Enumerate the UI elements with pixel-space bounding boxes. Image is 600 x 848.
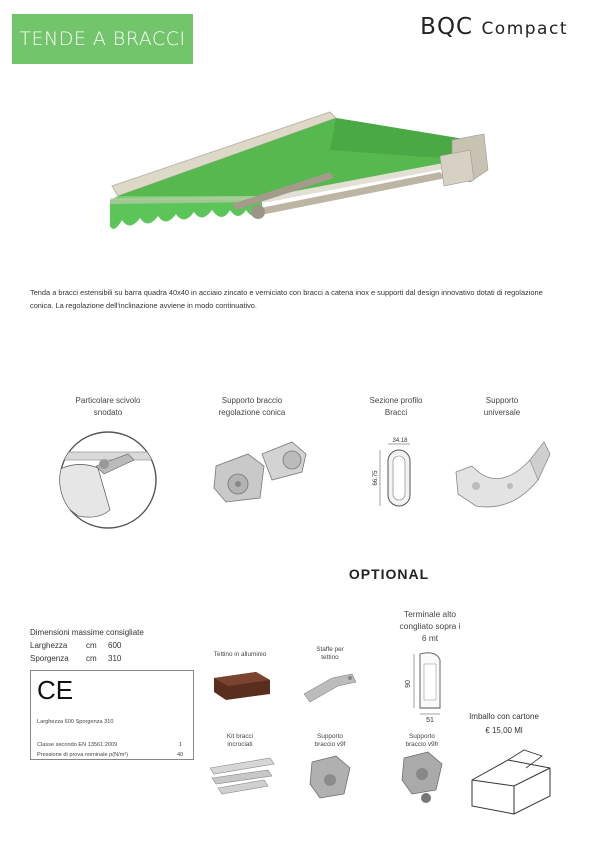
dimension-unit: cm [86, 654, 97, 663]
dimensions-title: Dimensioni massime consigliate [30, 628, 144, 637]
product-description: Tenda a bracci estensibili su barra quadra 40x40 in acciaio zincato e verniciato con bracci a catena inox e supporti dal design innovativo dotati di regolazione conica. La regolazione dell'inclinazione avviene in modo continuativo. [30, 288, 543, 310]
caption-line: snodato [93, 408, 123, 417]
optional-heading: OPTIONAL [348, 566, 430, 582]
caption-line: braccio v9fr [405, 741, 439, 748]
scivolo-detail-image [58, 430, 158, 530]
dim-width: 34.18 [392, 438, 408, 444]
imballo-caption [444, 710, 564, 738]
dimension-row [30, 639, 144, 652]
ce-class-value: 1 [179, 742, 183, 748]
kit-bracci-image [208, 754, 278, 798]
v9f-caption [290, 733, 370, 749]
ce-pressure-label: Pressione di prova nominale p(N/m²) [37, 752, 129, 758]
dimension-unit: cm [86, 641, 97, 650]
terminale-caption [380, 608, 480, 644]
ce-size-line: Larghezza 600 Sporgenza 310 [37, 719, 114, 725]
terminale-dim-h: 90 [405, 680, 412, 688]
cardboard-box-image [468, 746, 554, 816]
caption-line: Supporto [409, 733, 435, 740]
supporto-universale-image [452, 432, 552, 512]
v9fr-image [398, 750, 448, 806]
tettino-image [212, 670, 272, 700]
staffe-image [300, 670, 360, 706]
supporto-braccio-image [208, 436, 308, 506]
caption-line: tettino [321, 654, 339, 661]
terminale-dim-w: 51 [426, 717, 434, 724]
component-caption-scivolo [52, 395, 164, 419]
product-subname: Compact [481, 19, 568, 39]
caption-line: regolazione conica [218, 408, 286, 417]
category-banner [12, 14, 193, 64]
category-label: TENDE A BRACCI [19, 28, 186, 50]
imballo-price: € 15,00 Ml [485, 726, 523, 735]
dimension-label: Sporgenza [30, 654, 69, 663]
caption-line: braccio v9f [314, 741, 346, 748]
dimensions-block [30, 626, 144, 665]
caption-line: universale [483, 408, 521, 417]
dimension-value: 310 [108, 654, 122, 663]
caption-line: 6 mt [421, 633, 439, 643]
caption-line: congliato sopra i [399, 621, 461, 631]
caption-line: Bracci [384, 408, 408, 417]
caption-line: Supporto braccio [221, 396, 283, 405]
component-caption-supporto-universale [446, 395, 558, 419]
v9f-image [306, 754, 356, 800]
dimension-row [30, 652, 144, 665]
dimension-value: 600 [108, 641, 122, 650]
caption-line: Kit bracci [226, 733, 254, 740]
dimension-label: Larghezza [30, 641, 68, 650]
caption-line: Terminale alto [403, 609, 457, 619]
dim-height: 66.75 [373, 470, 379, 486]
terminale-profilo-image [400, 650, 460, 724]
product-title [420, 14, 568, 40]
caption-line: incrociati [227, 741, 253, 748]
caption-line: Sezione profilo [369, 396, 423, 405]
product-name: BQC [420, 14, 474, 40]
ce-pressure-value: 40 [177, 752, 184, 758]
profilo-sezione-image [360, 440, 440, 520]
component-caption-supporto-braccio [196, 395, 308, 419]
component-caption-sezione [340, 395, 452, 419]
ce-label-box [30, 670, 194, 760]
caption-line: Imballo con cartone [469, 712, 539, 721]
caption-line: Supporto [485, 396, 519, 405]
tettino-caption: Tettino in alluminio [213, 651, 267, 658]
staffe-caption [290, 646, 370, 662]
caption-line: Particolare scivolo [75, 396, 141, 405]
kit-bracci-caption [200, 733, 280, 749]
ce-class-label: Classe secondo EN 13561:2009 [37, 742, 118, 748]
ce-mark: CE [37, 675, 74, 705]
caption-line: Supporto [317, 733, 343, 740]
caption-line: Staffe per [316, 646, 344, 653]
